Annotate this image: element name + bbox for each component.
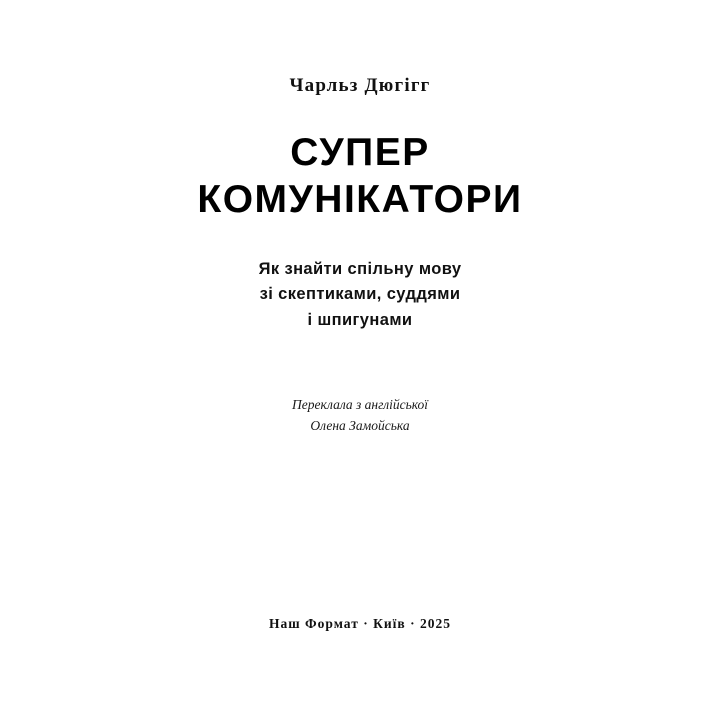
book-title bbox=[197, 130, 523, 223]
book-subtitle bbox=[259, 257, 462, 334]
publisher-imprint: Наш Формат · Київ · 2025 bbox=[269, 616, 451, 631]
translator-name: Олена Замойська bbox=[310, 417, 410, 433]
book-subtitle-line-1: Як знайти спільну мову bbox=[258, 259, 462, 278]
translator-credit bbox=[292, 395, 428, 436]
book-title-line-1: СУПЕР bbox=[290, 130, 430, 174]
book-subtitle-line-3: і шпигунами bbox=[307, 310, 413, 329]
author-name: Чарльз Дюгігг bbox=[289, 75, 431, 96]
translator-credit-line-1: Переклала з англійської bbox=[291, 397, 429, 413]
book-title-line-2: КОМУНІКАТОРИ bbox=[197, 177, 523, 221]
book-subtitle-line-2: зі скептиками, суддями bbox=[259, 285, 461, 304]
